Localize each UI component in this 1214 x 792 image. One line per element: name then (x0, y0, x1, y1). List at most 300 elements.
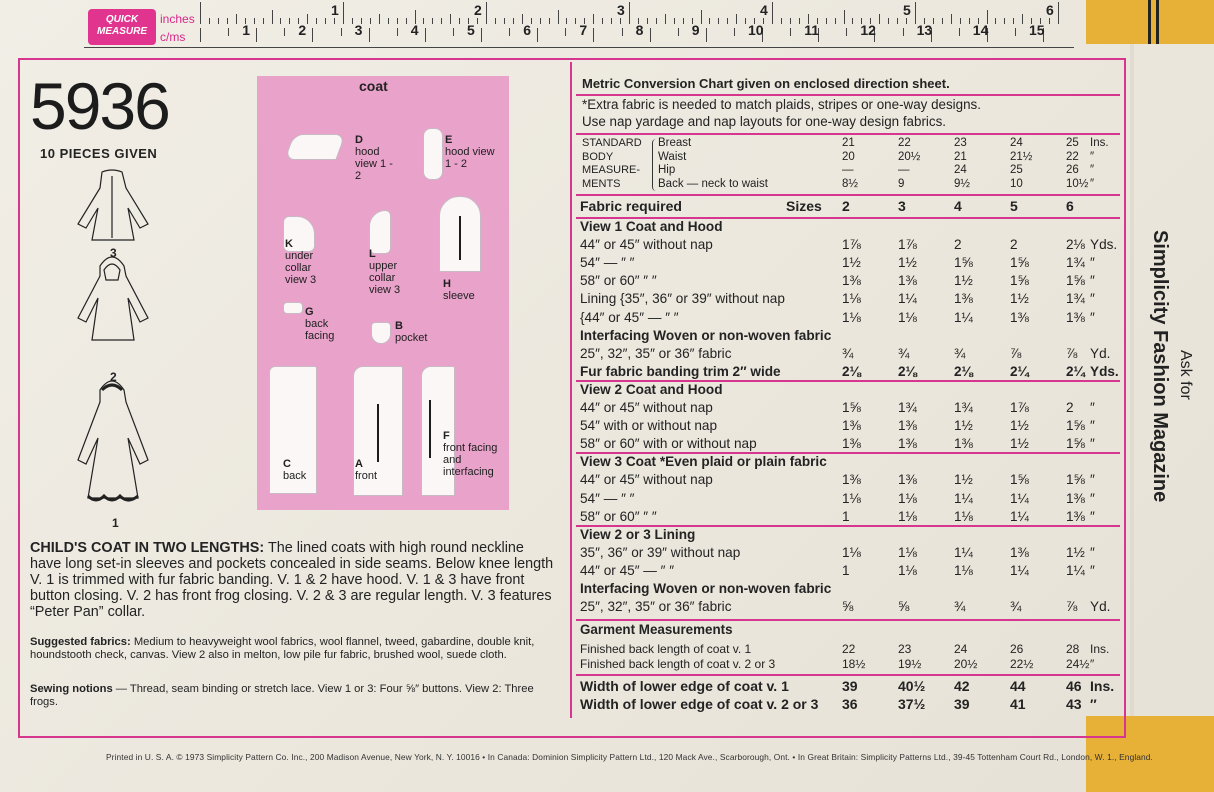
table-row (580, 581, 1120, 599)
description-heading: CHILD'S COAT IN TWO LENGTHS: (30, 540, 265, 556)
row-value: ⅞ (1010, 345, 1022, 361)
ruler-tick (575, 18, 576, 24)
ruler-tick (343, 2, 344, 24)
row-value: 1⅜ (954, 291, 973, 307)
sizes-label: Sizes (786, 198, 822, 214)
row-label: 35″, 36″ or 39″ without nap (580, 544, 741, 560)
ruler-tick (263, 18, 264, 24)
ruler-cm-number: 2 (298, 22, 307, 38)
ruler-cm-number: 13 (916, 22, 933, 38)
ruler-tick (209, 18, 210, 24)
ruler-tick (611, 18, 612, 24)
row-unit: Yds. (1090, 237, 1118, 253)
ruler-tick (200, 2, 201, 24)
row-value: ⅝ (842, 599, 854, 615)
suggested-fabrics (30, 636, 554, 661)
row-value: 1⅜ (1010, 544, 1029, 560)
row-label: 54″ — ″ ″ (580, 255, 635, 271)
table-row (580, 545, 1120, 563)
table-row (580, 472, 1120, 490)
ruler-tick (504, 18, 505, 24)
table-row (580, 527, 1120, 545)
ruler-tick (852, 18, 853, 24)
table-row (580, 418, 1120, 436)
row-value: 21½ (1010, 150, 1033, 163)
row-value: 1⅝ (1066, 273, 1085, 289)
ruler-tick (316, 18, 317, 24)
row-unit: Yds. (1090, 363, 1119, 379)
row-value: 21 (954, 150, 967, 163)
ruler-tick (334, 18, 335, 24)
ruler-cm-number: 4 (410, 22, 419, 38)
ruler-cm-number: 6 (523, 22, 531, 38)
row-label: Interfacing Woven or non-woven fabric (580, 327, 832, 343)
table-row (580, 696, 1120, 714)
pieces-given: 10 PIECES GIVEN (40, 146, 158, 161)
ruler-tick (432, 18, 433, 24)
sewing-notions (30, 683, 554, 708)
table-row (580, 657, 1120, 675)
row-label: 44″ or 45″ without nap (580, 472, 713, 488)
ruler-tick (888, 18, 889, 24)
row-value: 2¼ (1066, 363, 1085, 379)
row-value: 1⅝ (1010, 273, 1029, 289)
ruler-tick (441, 18, 442, 24)
row-value: 37½ (898, 696, 926, 713)
row-value: 40½ (898, 678, 926, 695)
row-value: 1¾ (898, 400, 917, 415)
table-row (580, 291, 1120, 309)
row-value: 1⅛ (898, 562, 917, 578)
row-unit: ″ (1090, 472, 1095, 488)
row-value: 28 (1066, 642, 1080, 657)
row-label: Fabric required (580, 198, 682, 214)
row-value: 2⅛ (898, 363, 917, 379)
row-unit: ″ (1090, 255, 1095, 271)
piece-label-k: K under collar view 3 (285, 238, 317, 286)
row-value: 1½ (954, 418, 973, 434)
diagram-title: coat (359, 78, 388, 94)
row-value: 1⅜ (842, 418, 861, 434)
row-value: 1 (842, 562, 850, 578)
row-value: 1⅜ (1066, 490, 1085, 506)
ruler-tick (1015, 28, 1016, 36)
ruler-inch-number: 2 (474, 2, 482, 18)
ruler-tick (236, 14, 237, 24)
ruler-tick (706, 28, 707, 42)
ruler-tick (227, 18, 228, 24)
ruler-cm-number: 9 (691, 22, 700, 38)
row-value: 2 (954, 237, 962, 253)
ruler-tick (1004, 18, 1005, 24)
row-value: 1½ (954, 273, 973, 289)
view-label-1: 1 (112, 516, 119, 530)
row-value: 1⅛ (842, 490, 861, 506)
row-value: 1 (842, 508, 850, 524)
ruler-inches-label: inches (160, 12, 195, 26)
row-value: 1½ (1066, 544, 1085, 560)
ruler-tick (622, 28, 623, 36)
piece-b-pocket (371, 322, 391, 344)
ruler-tick (656, 18, 657, 24)
ruler-tick (369, 28, 370, 42)
table-divider (576, 194, 1120, 196)
row-label: 58″ or 60″ ″ ″ (580, 508, 657, 524)
row-value: 24 (1010, 137, 1023, 149)
ruler-tick (284, 28, 285, 36)
row-value: 20½ (954, 657, 978, 672)
row-value: 1⅜ (842, 436, 861, 452)
row-value: 2¼ (1010, 363, 1029, 379)
ruler-cm-number: 5 (467, 22, 475, 38)
row-unit: ″ (1090, 562, 1095, 578)
ruler-tick (388, 18, 389, 24)
ruler-tick (341, 28, 342, 36)
ruler-tick (280, 18, 281, 24)
row-value: 23 (954, 137, 967, 149)
ruler-tick (665, 14, 666, 24)
ruler-cm-number: 8 (635, 22, 644, 38)
view-label-2: 2 (110, 370, 117, 384)
ruler-tick (915, 2, 916, 24)
row-value: 10 (1010, 177, 1023, 190)
row-label: Fur fabric banding trim 2″ wide (580, 363, 781, 379)
row-value: 1¾ (954, 400, 973, 415)
ruler-tick (325, 18, 326, 24)
quick-measure-badge (88, 9, 156, 45)
measure-name: Waist (658, 150, 687, 163)
table-row (580, 622, 1120, 640)
ruler-tick (425, 28, 426, 42)
row-label: Interfacing Woven or non-woven fabric (580, 581, 832, 596)
row-value: 43 (1066, 696, 1082, 713)
ruler-tick (772, 2, 773, 24)
table-row (580, 454, 1120, 472)
ruler-tick (602, 18, 603, 24)
ruler-tick (256, 28, 257, 42)
row-value: 23 (898, 642, 912, 657)
table-row (580, 678, 1120, 696)
ruler-tick (477, 18, 478, 24)
ruler-tick (1013, 18, 1014, 24)
ruler-tick (933, 18, 934, 24)
ruler-tick (537, 28, 538, 42)
row-value: 24½ (1066, 657, 1090, 672)
row-unit: Yd. (1090, 345, 1111, 361)
ruler-tick (450, 14, 451, 24)
row-value: 5 (1010, 198, 1018, 214)
ruler-tick (799, 18, 800, 24)
row-unit: ″ (1090, 309, 1095, 325)
row-label: 44″ or 45″ — ″ ″ (580, 562, 675, 578)
piece-label-a: A front (355, 458, 378, 482)
row-label: 44″ or 45″ without nap (580, 400, 713, 415)
badge-bottom-text: MEASURE (96, 26, 147, 37)
ruler-cm-number: 14 (972, 22, 989, 38)
ruler-tick (453, 28, 454, 36)
ruler-tick (906, 18, 907, 24)
fabrics-heading: Suggested fabrics: (30, 636, 131, 648)
row-value: 1½ (1010, 418, 1029, 434)
row-value: 22 (842, 642, 856, 657)
row-value: 1⅛ (842, 309, 861, 325)
row-label: {44″ or 45″ — ″ ″ (580, 309, 679, 325)
ruler-tick (593, 14, 594, 24)
table-divider (576, 133, 1120, 135)
row-label: 44″ or 45″ without nap (580, 237, 713, 253)
fold-line (1130, 0, 1134, 792)
row-label: Finished back length of coat v. 1 (580, 642, 752, 657)
ruler-cm-number: 15 (1029, 22, 1045, 38)
pattern-pieces-diagram (257, 76, 509, 510)
row-unit: Ins. (1090, 137, 1109, 149)
ruler-tick (406, 18, 407, 24)
row-value: 1⅛ (954, 562, 973, 578)
row-value: 1⅝ (1066, 418, 1085, 434)
description-body: The lined coats with high round neckline have long set-in sleeves and pockets concealed in side seams. Below knee length V. 1 is trimmed with fur fabric banding. V. 1 & 2 have hood. V. 1 & 3 have front button closing. V. 2 has front frog closing. V. 2 & 3 are regular length. V. 3 features “Peter Pan” collar. (30, 540, 554, 620)
ruler-cm-number: 7 (579, 22, 588, 38)
ruler-tick (254, 18, 255, 24)
row-value: 26 (1066, 164, 1079, 176)
row-value: 9 (898, 177, 905, 190)
row-unit: ″ (1090, 490, 1095, 506)
table-row (580, 237, 1120, 255)
row-value: 1½ (1010, 291, 1029, 307)
row-value: 1¼ (1010, 508, 1029, 524)
view-label-3: 3 (110, 246, 117, 260)
ruler-tick (397, 28, 398, 36)
ruler-inch-number: 6 (1046, 2, 1054, 18)
row-value: 26 (1010, 642, 1024, 657)
row-unit: ″ (1090, 657, 1095, 672)
table-title: Metric Conversion Chart given on enclosed direction sheet. (582, 76, 950, 91)
row-value: ¾ (954, 345, 966, 361)
row-value: 2⅛ (954, 363, 973, 379)
row-label: Lining {35″, 36″ or 39″ without nap (580, 291, 785, 307)
row-value: 1¼ (1010, 562, 1029, 578)
ruler-tick (1049, 18, 1050, 24)
view-illustrations (60, 168, 170, 528)
ruler-tick (790, 28, 791, 36)
row-value: 1¼ (954, 309, 973, 325)
side-ad-title: Simplicity Fashion Magazine (1149, 230, 1171, 503)
table-row (580, 400, 1120, 418)
row-value: 1⅜ (842, 472, 861, 488)
row-value: 8½ (842, 177, 858, 190)
row-value: 1⅜ (898, 273, 917, 289)
row-value: 2 (1066, 400, 1074, 415)
ruler-tick (481, 28, 482, 42)
piece-label-e: E hood view 1 - 2 (445, 134, 495, 170)
row-value: 1⅛ (842, 291, 861, 307)
row-value: ¾ (1010, 599, 1022, 615)
ruler-tick (683, 18, 684, 24)
row-label: Finished back length of coat v. 2 or 3 (580, 657, 776, 672)
ruler-tick (200, 28, 201, 42)
piece-label-c: C back (283, 458, 307, 482)
row-unit: ″ (1090, 291, 1095, 307)
table-row (580, 255, 1120, 273)
table-row (580, 198, 1120, 216)
ruler-tick (727, 18, 728, 24)
row-label: 58″ or 60″ with or without nap (580, 436, 757, 452)
ruler-tick (709, 18, 710, 24)
row-value: 3 (898, 198, 906, 214)
row-value: 4 (954, 198, 962, 214)
row-value: 18½ (842, 657, 866, 672)
row-value: 41 (1010, 696, 1026, 713)
ruler-tick (272, 10, 273, 24)
row-value: 1⅜ (1066, 309, 1085, 325)
row-value: 1¼ (954, 490, 973, 506)
ruler-tick (969, 18, 970, 24)
ruler-tick (951, 14, 952, 24)
fabrics-body: Medium to heavyweight wool fabrics, wool flannel, tweed, gabardine, double knit, houndstooth check, canvas. View 2 also in melton, low pile fur fabric, brushed wool, suede cloth. (30, 636, 535, 661)
ruler-tick (218, 18, 219, 24)
piece-d-hood (284, 134, 345, 160)
row-value: 1⅝ (1010, 255, 1029, 271)
ruler-tick (674, 18, 675, 24)
ruler-tick (647, 18, 648, 24)
row-label: 58″ or 60″ ″ ″ (580, 273, 657, 289)
row-label: 25″, 32″, 35″ or 36″ fabric (580, 345, 732, 361)
row-value: 19½ (898, 657, 922, 672)
body-label: STANDARD (582, 137, 642, 149)
measure-name: Hip (658, 164, 676, 176)
row-unit: Yd. (1090, 599, 1111, 615)
table-row (580, 346, 1120, 364)
table-divider (576, 674, 1120, 676)
row-value: — (842, 164, 854, 176)
row-value: 1½ (954, 472, 973, 488)
ruler-tick (1022, 14, 1023, 24)
row-value: 1¾ (1066, 255, 1085, 271)
row-value: 25 (1010, 164, 1023, 176)
row-value: 1⅝ (1066, 472, 1085, 488)
ruler-inch-number: 3 (617, 2, 625, 18)
piece-label-h: H sleeve (443, 278, 475, 302)
ruler-tick (352, 18, 353, 24)
row-value: 1⅝ (1010, 472, 1029, 488)
piece-label-f: F front facing and interfacing (443, 430, 498, 478)
ruler-tick (593, 28, 594, 42)
row-value: ¾ (898, 345, 910, 361)
ruler-tick (879, 14, 880, 24)
body-label: MENTS (582, 177, 621, 190)
row-value: 1⅛ (898, 309, 917, 325)
view-3-coat-icon (78, 170, 148, 240)
row-value: 1⅛ (898, 490, 917, 506)
side-ad-ask: Ask for (1177, 350, 1194, 400)
row-value: 1½ (1010, 436, 1029, 452)
ruler-tick (566, 18, 567, 24)
ruler-inch-number: 5 (903, 2, 911, 18)
ruler-tick (897, 18, 898, 24)
row-value: 22½ (1010, 657, 1034, 672)
row-value: — (898, 164, 910, 176)
ruler-tick (844, 10, 845, 24)
row-label: Width of lower edge of coat v. 2 or 3 (580, 696, 819, 713)
measure-name: Back — neck to waist (658, 177, 768, 190)
ruler-tick (370, 18, 371, 24)
ruler-tick (629, 2, 630, 24)
row-value: ⅝ (898, 599, 910, 615)
row-unit: ″ (1090, 177, 1095, 190)
row-value: 39 (842, 678, 858, 695)
piece-e-hood (423, 128, 443, 180)
ruler-tick (736, 14, 737, 24)
row-value: 1½ (898, 255, 917, 271)
row-value: 1⅛ (898, 508, 917, 524)
ruler-inch-number: 4 (760, 2, 768, 18)
row-value: 2⅛ (842, 363, 861, 379)
row-value: ¾ (842, 345, 854, 361)
row-value: 39 (954, 696, 970, 713)
row-value: 1⅜ (898, 436, 917, 452)
row-value: 20 (842, 150, 855, 163)
row-label: 54″ with or without nap (580, 418, 718, 434)
row-value: 1¼ (1010, 490, 1029, 506)
ruler-tick (307, 14, 308, 24)
row-label: 54″ — ″ ″ (580, 490, 635, 506)
row-unit: ″ (1090, 418, 1095, 434)
ruler-tick (289, 18, 290, 24)
row-value: 1⅞ (1010, 400, 1029, 415)
row-value: 46 (1066, 678, 1082, 695)
grainline-arrow (459, 216, 461, 260)
row-value: 1⅜ (842, 273, 861, 289)
tape-stripe (1148, 0, 1151, 44)
ruler-cm-number: 11 (804, 22, 819, 38)
table-note-2: Use nap yardage and nap layouts for one-way design fabrics. (582, 114, 946, 129)
ruler-tick (495, 18, 496, 24)
row-value: 20½ (898, 150, 921, 163)
grainline-arrow (429, 400, 431, 458)
row-value: 10½ (1066, 177, 1089, 190)
row-value: 2 (842, 198, 850, 214)
table-note-1: *Extra fabric is needed to match plaids, stripes or one-way designs. (582, 97, 981, 112)
table-row (580, 382, 1120, 400)
row-value: ¾ (954, 599, 966, 615)
ruler-tick (734, 28, 735, 36)
row-value: 36 (842, 696, 858, 713)
ruler-tick (718, 18, 719, 24)
ruler-tick (620, 18, 621, 24)
row-label: View 2 or 3 Lining (580, 526, 696, 542)
ruler-cm-number: 10 (748, 22, 764, 38)
ruler-tick (701, 10, 702, 24)
row-value: 1⅛ (954, 508, 973, 524)
row-value: ⅞ (1066, 345, 1078, 361)
row-unit: ″ (1090, 696, 1097, 713)
piece-g-back-facing (283, 302, 303, 314)
row-value: 1⅛ (898, 544, 917, 560)
grainline-arrow (377, 404, 379, 462)
row-value: 1¼ (1066, 562, 1085, 578)
ruler-tick (826, 18, 827, 24)
table-row (580, 219, 1120, 237)
ruler-cm-number: 1 (242, 22, 250, 38)
pattern-number: 5936 (30, 69, 169, 143)
row-value: 1⅜ (1066, 508, 1085, 524)
view-1-coat-icon (78, 381, 148, 498)
row-label: Width of lower edge of coat v. 1 (580, 678, 789, 695)
row-value: 1¼ (898, 291, 917, 307)
table-row (580, 178, 1120, 196)
ruler-tick (423, 18, 424, 24)
table-row (580, 563, 1120, 581)
body-label: MEASURE- (582, 164, 641, 176)
